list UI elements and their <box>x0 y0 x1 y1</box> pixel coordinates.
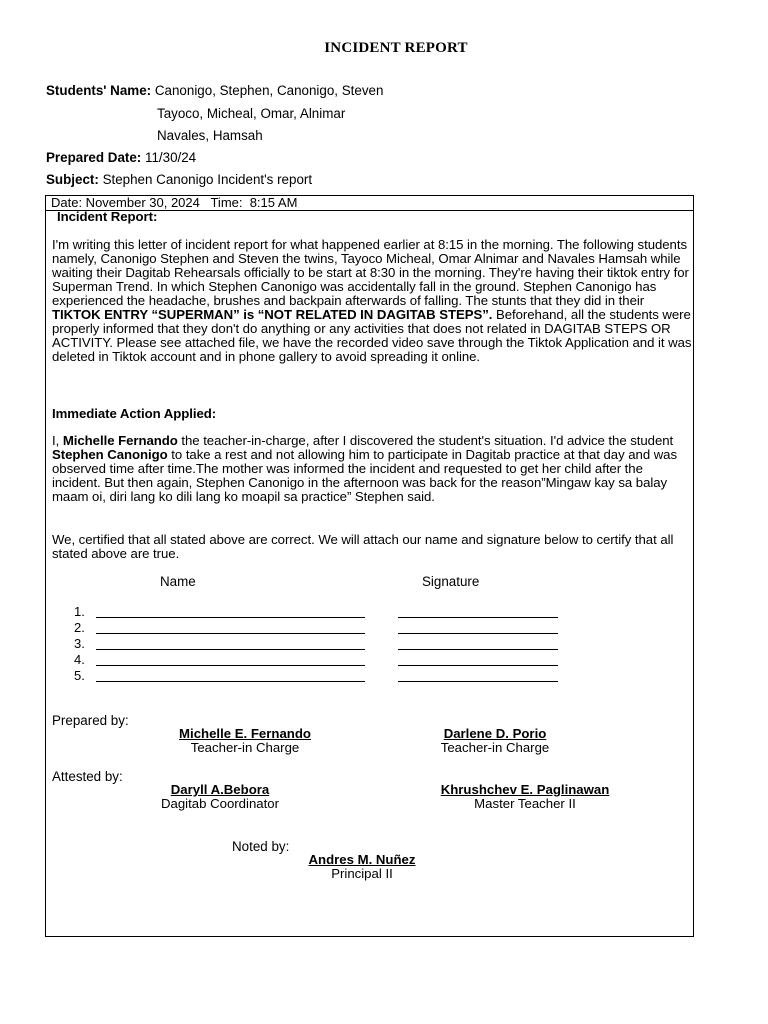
noted-role: Principal II <box>331 866 393 881</box>
prepared-right-role: Teacher-in Charge <box>440 740 550 755</box>
prepared-date-line <box>46 150 196 166</box>
action-text-a: I, <box>52 433 63 448</box>
action-heading <box>52 407 692 421</box>
students-line-1 <box>46 83 383 99</box>
students-label: Students' Name: <box>46 83 152 98</box>
attested-left-name: Daryll A.Bebora <box>170 782 270 797</box>
document-title: INCIDENT REPORT <box>324 40 468 56</box>
signature-line <box>398 649 558 650</box>
prepared-right-name: Darlene D. Porio <box>443 726 547 741</box>
prepared-date-label: Prepared Date: <box>46 150 142 165</box>
name-line <box>96 649 365 650</box>
noted-by-label: Noted by: <box>232 839 290 854</box>
certify-text: We, certified that all stated above are correct. We will attach our name and signature below to certify that all stated above are true. <box>52 532 674 561</box>
signature-line <box>398 633 558 634</box>
signature-line <box>398 681 558 682</box>
name-column-header: Name <box>160 574 196 589</box>
noted-name: Andres M. Nuñez <box>308 852 416 867</box>
incident-heading-text: Incident Report: <box>57 209 158 224</box>
noted-by-block <box>276 853 448 881</box>
students-value-3: Navales, Hamsah <box>157 128 263 143</box>
signature-row-number: 3. <box>74 636 85 651</box>
incident-text-a: I'm writing this letter of incident report for what happened earlier at 8:15 in the morning. The following students namely, Canonigo Stephen and Steven the twins, Tayoco Micheal, Omar Alnimar and Navales Hamsah while waiting their Dagitab Rehearsals officially to be start at 8:30 in the morning. They're having their tiktok entry for Superman Trend. In which Stephen Canonigo was accidentally fall in the ground. Stephen Canonigo has experienced the headache, brushes and backpain afterwards of falling. The stunts that they did in their <box>52 237 689 308</box>
certify-paragraph <box>52 533 692 561</box>
incident-text-bold: TIKTOK ENTRY “SUPERMAN” is “NOT RELATED IN DAGITAB STEPS”. <box>52 307 493 322</box>
name-line <box>96 665 365 666</box>
attested-by-label: Attested by: <box>52 769 123 784</box>
signature-line <box>398 665 558 666</box>
incident-heading <box>57 210 697 224</box>
subject-label: Subject: <box>46 172 99 187</box>
action-text-b: the teacher-in-charge, after I discovered the student's situation. I'd advice the student <box>177 433 674 448</box>
subject-value: Stephen Canonigo Incident's report <box>102 172 313 187</box>
name-line <box>96 681 365 682</box>
prepared-by-left <box>140 727 350 755</box>
attested-right-name: Khrushchev E. Paglinawan <box>440 782 610 797</box>
name-line <box>96 633 365 634</box>
name-line <box>96 617 365 618</box>
action-text-c: to take a rest and not allowing him to participate in Dagitab practice at that day and was observed time after time.The mother was informed the incident and requested to get her child after the incident. But then again, Stephen Canonigo in the afternoon was back for the reason”Mingaw kay sa balay maam oi, diri lang ko dili lang ko moapil sa practice” Stephen said. <box>52 447 678 504</box>
signature-row-number: 5. <box>74 668 85 683</box>
signature-line <box>398 617 558 618</box>
students-value-1: Canonigo, Stephen, Canonigo, Steven <box>154 83 384 98</box>
prepared-left-name: Michelle E. Fernando <box>179 726 311 741</box>
signature-row-number: 4. <box>74 652 85 667</box>
prepared-by-right <box>395 727 595 755</box>
prepared-left-role: Teacher-in Charge <box>190 740 300 755</box>
action-paragraph <box>52 434 692 504</box>
signature-row-number: 1. <box>74 604 85 619</box>
attested-by-right <box>410 783 640 811</box>
attested-left-role: Dagitab Coordinator <box>160 796 280 811</box>
subject-line <box>46 172 312 188</box>
signature-row-number: 2. <box>74 620 85 635</box>
attested-by-left <box>115 783 325 811</box>
action-heading-text: Immediate Action Applied: <box>52 406 217 421</box>
students-value-2: Tayoco, Micheal, Omar, Alnimar <box>157 106 346 121</box>
signature-column-header: Signature <box>422 574 480 589</box>
prepared-by-label: Prepared by: <box>52 713 129 728</box>
prepared-date-value: 11/30/24 <box>145 150 197 165</box>
incident-paragraph <box>52 238 692 364</box>
attested-right-role: Master Teacher II <box>474 796 576 811</box>
date-time-line: Date: November 30, 2024 Time: 8:15 AM <box>46 196 693 211</box>
incident-text-b: Beforehand, all the students were properly informed that they don't do anything or any activities that does not related in DAGITAB STEPS OR ACTIVITY. Please see attached file, we have the recorded video save through the Tiktok Application and it was deleted in Tiktok account and in phone gallery to avoid spreading it online. <box>52 307 692 364</box>
action-bold-1: Michelle Fernando <box>62 433 178 448</box>
action-bold-2: Stephen Canonigo <box>52 447 168 462</box>
